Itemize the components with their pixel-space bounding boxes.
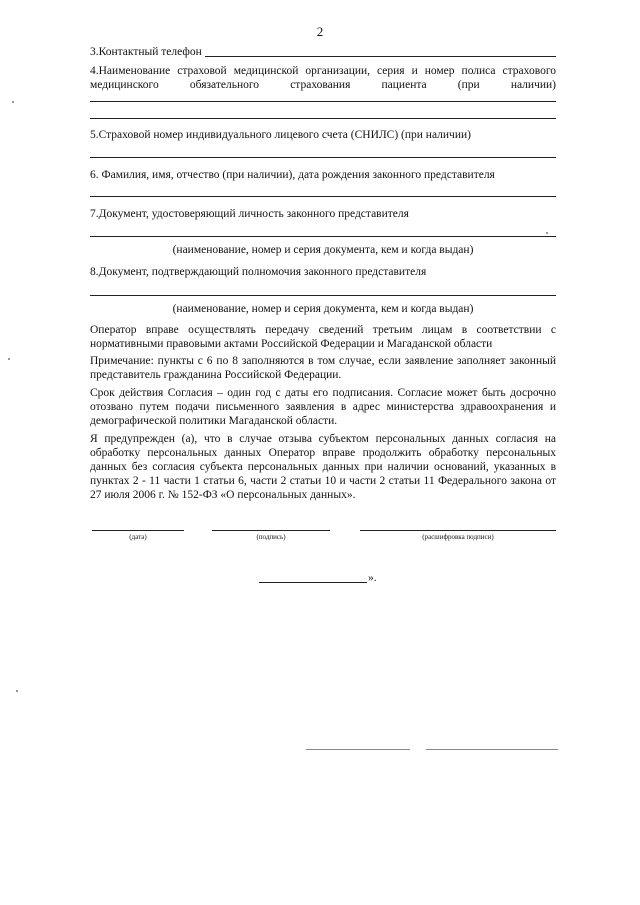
phone-label: 3.Контактный телефон: [90, 46, 202, 58]
scan-speck: [546, 232, 548, 234]
date-line[interactable]: [92, 530, 184, 531]
insurance-line-1[interactable]: [90, 101, 556, 102]
note-paragraph: Примечание: пункты с 6 по 8 заполняются в том случае, если заявление заполняет законный представитель гражданина Российской Федерации.: [90, 355, 556, 381]
phone-field: [90, 45, 556, 59]
decode-label: (расшифровка подписи): [422, 533, 494, 541]
page-number: 2: [316, 24, 324, 39]
snils-label: 5.Страховой номер индивидуального лицевого счета (СНИЛС) (при наличии): [90, 129, 471, 141]
rep-name-line[interactable]: [90, 196, 556, 197]
footer-line-left: [306, 749, 410, 750]
rep-authority-doc-line[interactable]: [90, 295, 556, 296]
decode-line[interactable]: [360, 530, 556, 531]
footer-line-right: [426, 749, 558, 750]
scan-speck: [12, 101, 14, 103]
rep-authority-doc-caption: (наименование, номер и серия документа, кем и когда выдан): [172, 303, 474, 315]
rep-id-doc-caption: (наименование, номер и серия документа, кем и когда выдан): [172, 244, 474, 256]
closing-mark: ».: [368, 572, 377, 584]
sign-line[interactable]: [212, 530, 330, 531]
closing-line[interactable]: [259, 582, 367, 583]
date-label: (дата): [129, 533, 147, 541]
sign-label: (подпись): [256, 533, 286, 541]
snils-line[interactable]: [90, 157, 556, 158]
transfer-paragraph: Оператор вправе осуществлять передачу сведений третьим лицам в соответствии с нормативными правовыми актами Российской Федерации и Магаданской области: [90, 324, 556, 350]
rep-authority-doc-label: 8.Документ, подтверждающий полномочия законного представителя: [90, 266, 427, 278]
rep-id-doc-label: 7.Документ, удостоверяющий личность законного представителя: [90, 208, 409, 220]
insurance-line-2[interactable]: [90, 118, 556, 119]
validity-paragraph: Срок действия Согласия – один год с даты его подписания. Согласие может быть досрочно отозвано путем подачи письменного заявления в адрес министерства здравоохранения и демографической политики Магаданской области.: [90, 387, 556, 427]
rep-id-doc-line[interactable]: [90, 236, 556, 237]
warning-paragraph: Я предупрежден (а), что в случае отзыва субъектом персональных данных согласия на обработку персональных данных Оператор вправе продолжить обработку персональных данных без согласия субъекта персональных данных при наличии оснований, указанных в пунктах 2 - 11 части 1 статьи 6, части 2 статьи 10 и части 2 статьи 11 Федерального закона от 27 июля 2006 г. № 152-ФЗ «О персональных данных».: [90, 433, 556, 501]
rep-name-label: 6. Фамилия, имя, отчество (при наличии), дата рождения законного представителя: [90, 169, 495, 181]
scan-speck: [16, 690, 18, 692]
insurance-label: 4.Наименование страховой медицинской организации, серия и номер полиса страхового медицинского обязательного страхования пациента (при наличии): [90, 65, 556, 91]
phone-line[interactable]: [205, 55, 556, 57]
scan-speck: [8, 358, 10, 360]
